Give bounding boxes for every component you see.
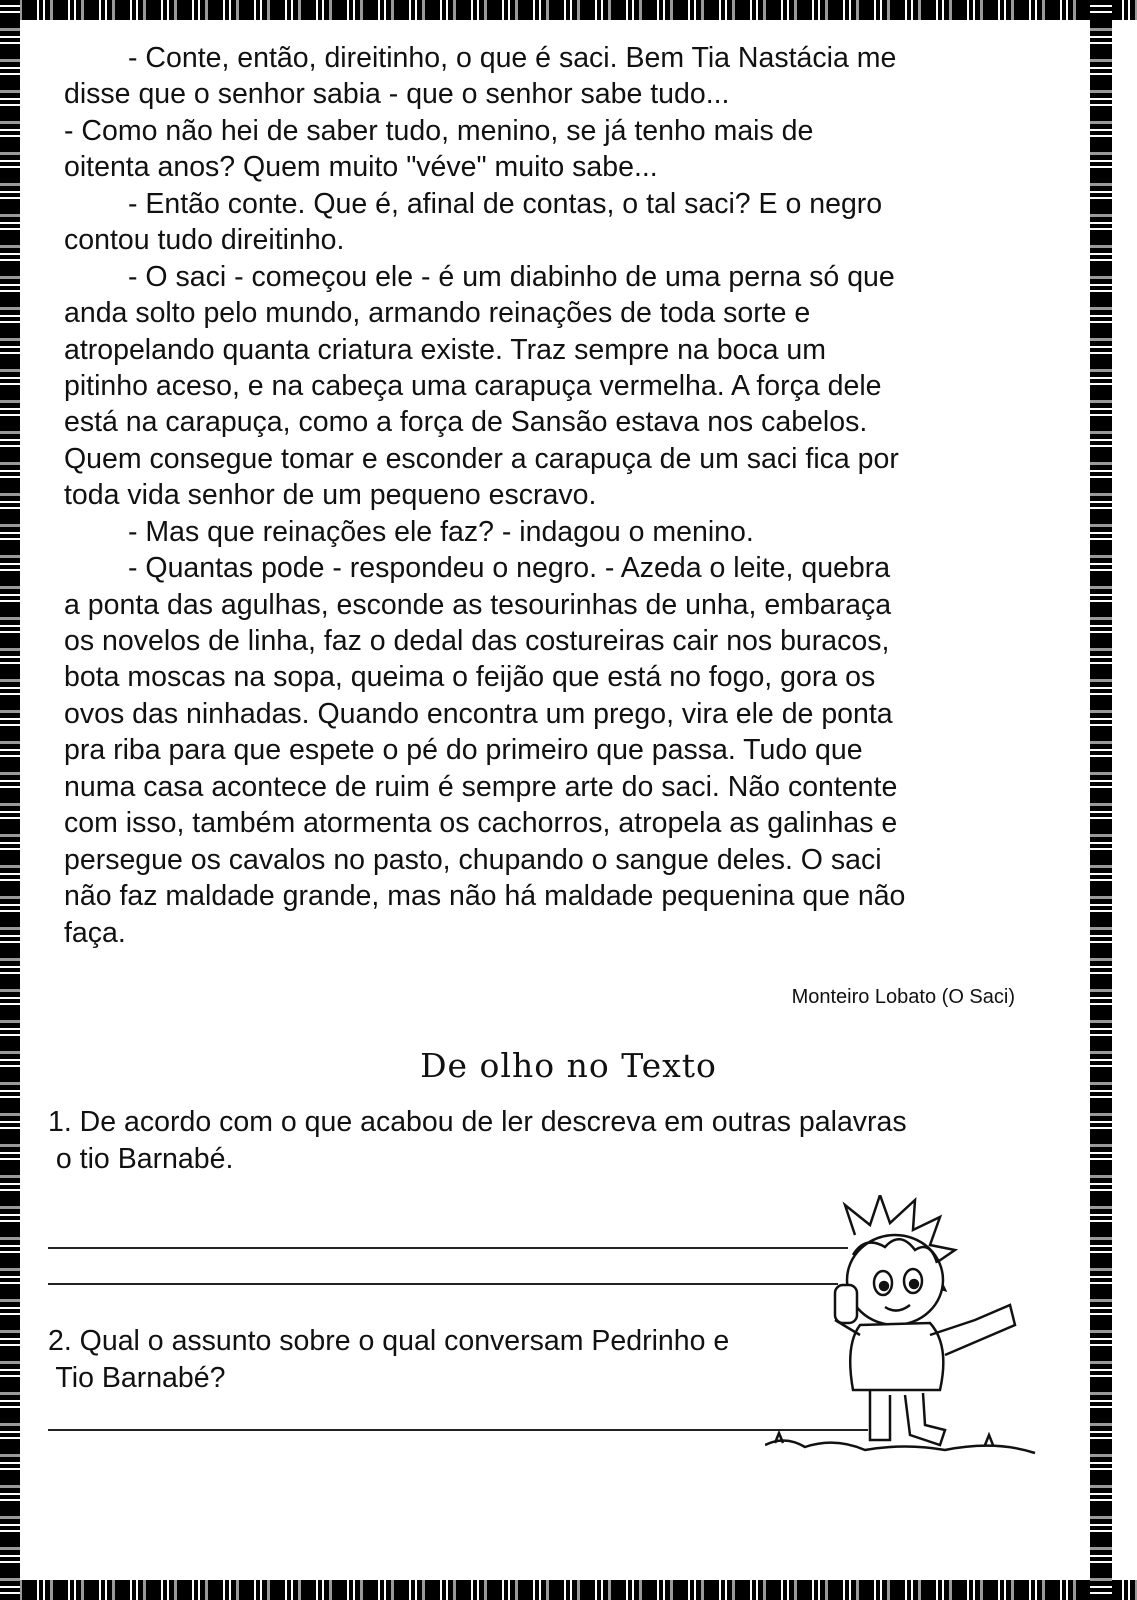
story-line: persegue os cavalos no pasto, chupando o sangue deles. O saci bbox=[64, 843, 882, 876]
attribution: Monteiro Lobato (O Saci) bbox=[791, 986, 1015, 1008]
story-line: faça. bbox=[64, 916, 126, 949]
story-line: a ponta das agulhas, esconde as tesourinhas de unha, embaraça bbox=[64, 588, 892, 621]
story-line: - Quantas pode - respondeu o negro. - Azeda o leite, quebra bbox=[128, 552, 891, 585]
story-line: - Como não hei de saber tudo, menino, se já tenho mais de bbox=[64, 114, 814, 147]
story-line: ovos das ninhadas. Quando encontra um prego, vira ele de ponta bbox=[64, 697, 893, 730]
section-title: De olho no Texto bbox=[420, 1046, 717, 1085]
story-line: não faz maldade grande, mas não há maldade pequenina que não bbox=[64, 880, 906, 913]
decorative-border-top bbox=[0, 0, 1137, 20]
question-1-line-1: 1. De acordo com o que acabou de ler descreva em outras palavras bbox=[48, 1106, 907, 1138]
story-line: - Então conte. Que é, afinal de contas, o tal saci? E o negro bbox=[128, 187, 883, 220]
story-text bbox=[64, 40, 1074, 951]
story-line: - Mas que reinações ele faz? - indagou o menino. bbox=[128, 515, 754, 548]
answer-line-2[interactable] bbox=[48, 1429, 868, 1431]
story-line: - Conte, então, direitinho, o que é saci. Bem Tia Nastácia me bbox=[128, 42, 897, 74]
answer-line-1b[interactable] bbox=[48, 1283, 838, 1285]
story-line: numa casa acontece de ruim é sempre arte do saci. Não contente bbox=[64, 770, 898, 803]
decorative-border-left bbox=[0, 0, 20, 1600]
story-line: os novelos de linha, faz o dedal das costureiras cair nos buracos, bbox=[64, 625, 890, 657]
story-line: disse que o senhor sabia - que o senhor sabe tudo... bbox=[64, 78, 730, 111]
story-line: anda solto pelo mundo, armando reinações de toda sorte e bbox=[64, 297, 811, 330]
story-line: bota moscas na sopa, queima o feijão que está no fogo, gora os bbox=[64, 661, 876, 694]
question-2 bbox=[48, 1323, 729, 1396]
story-line: atropelando quanta criatura existe. Traz sempre na boca um bbox=[64, 333, 827, 366]
decorative-border-bottom bbox=[0, 1580, 1137, 1600]
story-line: - O saci - começou ele - é um diabinho de uma perna só que bbox=[128, 260, 895, 293]
story-line: pitinho aceso, e na cabeça uma carapuça vermelha. A força dele bbox=[64, 369, 882, 402]
story-line: contou tudo direitinho. bbox=[64, 224, 345, 257]
answer-line-1a[interactable] bbox=[48, 1247, 848, 1249]
question-2-line-1: 2. Qual o assunto sobre o qual conversam Pedrinho e bbox=[48, 1325, 730, 1357]
question-1 bbox=[48, 1104, 907, 1177]
question-2-line-2: Tio Barnabé? bbox=[48, 1361, 226, 1394]
story-line: pra riba para que espete o pé do primeiro que passa. Tudo que bbox=[64, 734, 863, 767]
story-line: com isso, também atormenta os cachorros, atropela as galinhas e bbox=[64, 807, 898, 840]
decorative-border-right bbox=[1090, 0, 1112, 1600]
story-line: oitenta anos? Quem muito "véve" muito sabe... bbox=[64, 151, 658, 184]
story-line: toda vida senhor de um pequeno escravo. bbox=[64, 479, 597, 512]
story-line: Quem consegue tomar e esconder a carapuça de um saci fica por bbox=[64, 442, 899, 475]
question-1-line-2: o tio Barnabé. bbox=[48, 1142, 234, 1175]
story-line: está na carapuça, como a força de Sansão estava nos cabelos. bbox=[64, 406, 868, 439]
cartoon-girl-on-phone-illustration bbox=[765, 1195, 1040, 1475]
